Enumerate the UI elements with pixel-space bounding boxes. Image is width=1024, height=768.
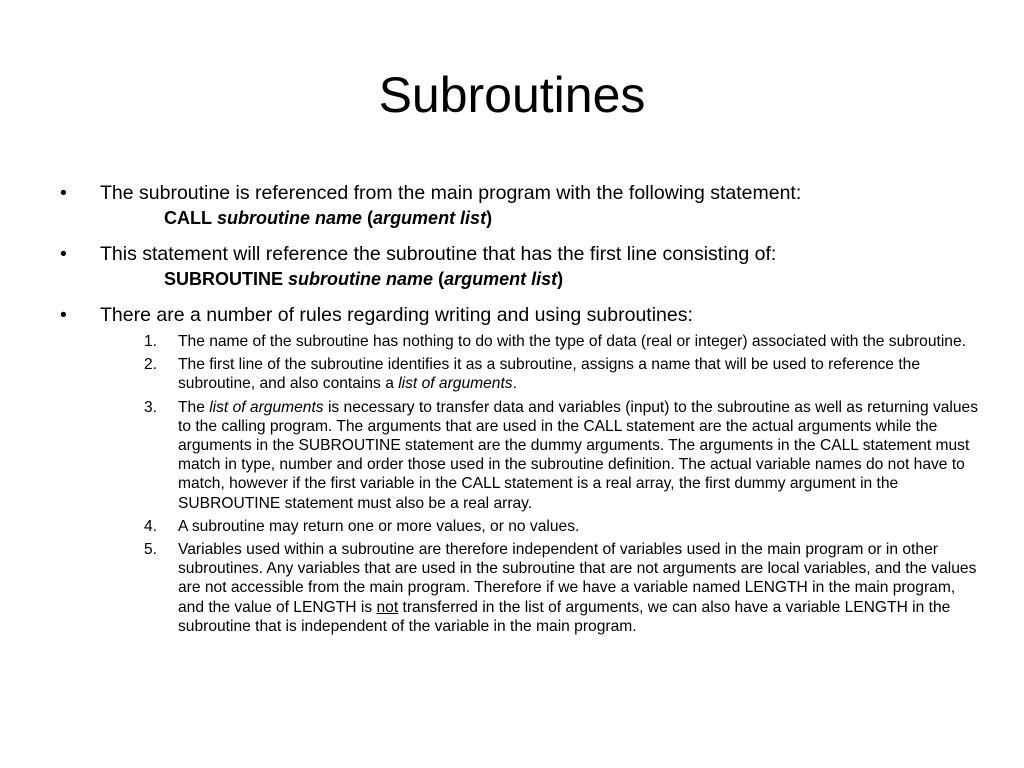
- bullet-text: The subroutine is referenced from the main program with the following statement:: [100, 182, 802, 204]
- bullet-glyph: •: [60, 304, 67, 326]
- slide-title: Subroutines: [378, 67, 646, 123]
- bullet-glyph: •: [60, 182, 67, 204]
- rule-item-2: [100, 355, 980, 393]
- rule-text: A subroutine may return one or more values, or no values.: [178, 517, 580, 535]
- subroutine-syntax-line: [100, 267, 980, 292]
- rule-number: 5.: [144, 541, 158, 559]
- syntax-keyword: SUBROUTINE: [164, 269, 284, 289]
- rules-list: [100, 332, 980, 636]
- rule-number: 2.: [144, 356, 158, 374]
- rule-text: Variables used within a subroutine are therefore independent of variables used in the main program or in other subroutines. Any variables that are used in the subroutine that are not arguments are local variables, and the values are not accessible from the main program. Therefore if we have a variable named LENGTH in the main program, and the value of LENGTH is: [178, 541, 977, 616]
- rule-text-end: .: [512, 375, 517, 393]
- syntax-close-paren: ): [486, 208, 493, 228]
- bullet-text: There are a number of rules regarding writing and using subroutines:: [100, 304, 693, 326]
- syntax-open-paren: (: [433, 269, 445, 289]
- bullet-item-rules: [60, 302, 980, 636]
- rule-item-3: [100, 398, 980, 513]
- rule-item-5: [100, 540, 980, 636]
- bullet-item-call: [60, 180, 980, 231]
- syntax-name: subroutine name: [288, 269, 434, 289]
- syntax-open-paren: (: [362, 208, 374, 228]
- rule-text: The: [178, 398, 210, 416]
- syntax-keyword: CALL: [164, 208, 212, 228]
- bullet-glyph: •: [60, 243, 67, 265]
- rule-item-4: [100, 517, 980, 536]
- bullet-text: This statement will reference the subroutine that has the first line consisting of:: [100, 243, 777, 265]
- bullet-item-subroutine: [60, 241, 980, 292]
- rule-number: 3.: [144, 398, 158, 416]
- rule-emphasis: list of arguments: [398, 375, 513, 393]
- rule-text: The name of the subroutine has nothing to do with the type of data (real or integer) associated with the subroutine.: [178, 333, 966, 350]
- rule-item-1: [100, 332, 980, 351]
- rule-underlined: not: [376, 598, 399, 616]
- rule-number: 4.: [144, 517, 158, 535]
- bullet-list: [60, 180, 980, 636]
- syntax-name: subroutine name: [217, 208, 363, 228]
- call-syntax-line: [100, 206, 980, 231]
- rule-text-end: is necessary to transfer data and variables (input) to the subroutine as well as returning values to the calling program. The arguments that are used in the CALL statement are the actual arguments while the arguments in the SUBROUTINE statement are the dummy arguments. The arguments in the CALL statement must match in type, number and order those used in the subroutine definition. The actual variable names do not have to match, however if the first variable in the CALL statement is a real array, the first dummy argument in the SUBROUTINE statement must also be a real array.: [178, 398, 979, 512]
- syntax-args: argument list: [373, 208, 487, 228]
- syntax-close-paren: ): [557, 269, 564, 289]
- rule-number: 1.: [144, 333, 158, 350]
- rule-emphasis: list of arguments: [209, 398, 324, 416]
- rule-text-end: transferred in the list of arguments, we can also have a variable LENGTH in the subroutine that is independent of the variable in the main program.: [178, 598, 951, 635]
- rule-text: The first line of the subroutine identifies it as a subroutine, assigns a name that will be used to reference the subroutine, and also contains a: [178, 356, 920, 393]
- syntax-args: argument list: [444, 269, 558, 289]
